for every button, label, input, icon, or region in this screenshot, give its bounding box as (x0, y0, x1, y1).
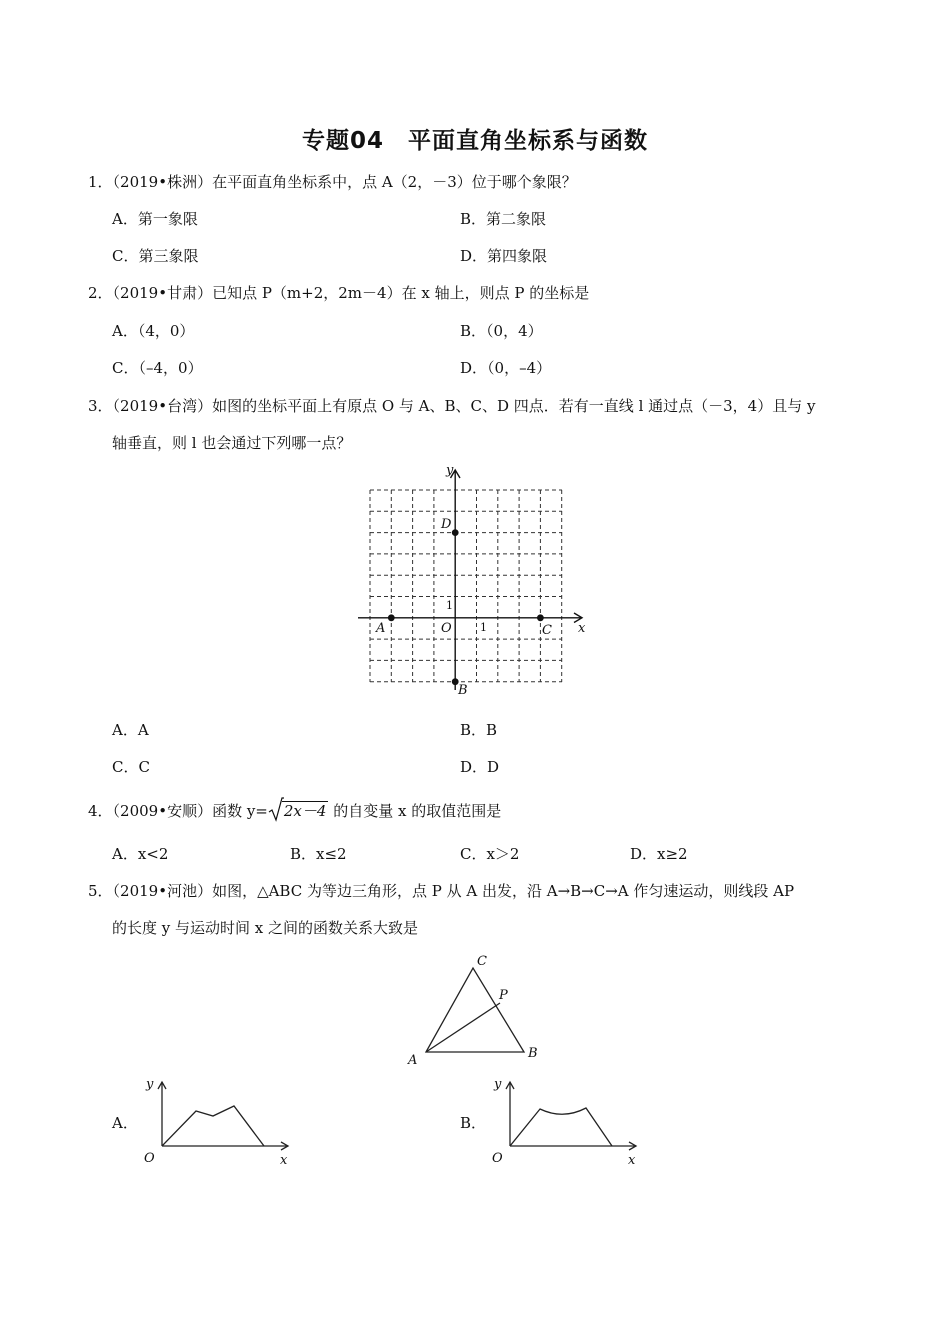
option-b: B． (460, 1114, 487, 1132)
sqrt-expression (268, 800, 329, 822)
radicand: 2x－4 (283, 802, 327, 820)
question-text: （2019•河池）如图，△ABC 为等边三角形，点 P 从 A 出发，沿 A→B→C→A 作匀速运动，则线段 AP (112, 882, 795, 900)
graph-origin-label: O (144, 1151, 155, 1166)
label-a: A (408, 1053, 418, 1068)
option-b: B．B (460, 721, 498, 739)
question-3 (88, 395, 815, 417)
option-a: A．A (112, 721, 149, 739)
question-text: （2019•甘肃）已知点 P（m+2，2m－4）在 x 轴上，则点 P 的坐标是 (112, 284, 590, 302)
question-number: 2． (88, 284, 113, 302)
option-d: D．D (460, 758, 500, 776)
unit-y-label: 1 (446, 599, 453, 612)
graph-y-label: y (146, 1077, 154, 1092)
question-4 (88, 800, 501, 822)
option-c: C．第三象限 (112, 247, 199, 265)
graph-x-label: x (628, 1153, 636, 1168)
unit-x-label: 1 (480, 621, 487, 634)
graph-y-label: y (494, 1077, 502, 1092)
label-p: P (499, 988, 508, 1003)
option-c: C．C (112, 758, 150, 776)
question-2 (88, 282, 589, 304)
option-b: B．（0，4） (460, 322, 543, 340)
question-text: （2009•安顺）函数 y= (112, 802, 268, 820)
point-a (388, 614, 395, 621)
question-3-line-2: 轴垂直，则 l 也会通过下列哪一点？ (112, 434, 352, 452)
triangle-figure (400, 948, 560, 1068)
graph-x-label: x (280, 1153, 288, 1168)
axis-y-label: y (446, 463, 454, 478)
label-c: C (477, 954, 487, 969)
question-5 (88, 880, 794, 902)
question-text: （2019•株洲）在平面直角坐标系中，点 A（2，－3）位于哪个象限？ (112, 173, 577, 191)
question-number: 4． (88, 802, 113, 820)
graph-option-a (140, 1074, 300, 1169)
option-a: A．第一象限 (112, 210, 198, 228)
question-number: 1． (88, 173, 113, 191)
question-5-line-2: 的长度 y 与运动时间 x 之间的函数关系大致是 (112, 919, 419, 937)
label-b: B (528, 1046, 538, 1061)
question-number: 3． (88, 397, 113, 415)
question-text: （2019•台湾）如图的坐标平面上有原点 O 与 A、B、C、D 四点．若有一直线 l 通过点（－3，4）且与 y (112, 397, 816, 415)
option-d: D．第四象限 (460, 247, 548, 265)
option-b: B．第二象限 (460, 210, 547, 228)
option-a: A． (112, 1114, 138, 1132)
option-d: D．（0，–4） (460, 359, 552, 377)
label-d: D (441, 517, 452, 532)
label-b: B (458, 683, 468, 698)
label-c: C (542, 623, 552, 638)
option-c: C．x＞2 (460, 845, 520, 863)
option-a: A．（4，0） (112, 322, 195, 340)
graph-origin-label: O (492, 1151, 503, 1166)
axis-x-label: x (578, 621, 586, 636)
question-number: 5． (88, 882, 113, 900)
point-d (452, 529, 459, 536)
page-title: 专题04 平面直角坐标系与函数 (301, 128, 648, 154)
option-c: C．（–4，0） (112, 359, 203, 377)
question-1 (88, 171, 577, 193)
point-c (537, 614, 544, 621)
radical-sign-icon (268, 797, 284, 823)
option-b: B．x≤2 (290, 845, 347, 863)
origin-label: O (441, 621, 452, 636)
label-a: A (376, 621, 386, 636)
coordinate-grid-figure (350, 460, 600, 700)
graph-option-b (488, 1074, 648, 1169)
option-d: D．x≥2 (630, 845, 688, 863)
question-text-post: 的自变量 x 的取值范围是 (328, 802, 502, 820)
option-a: A．x<2 (112, 845, 169, 863)
